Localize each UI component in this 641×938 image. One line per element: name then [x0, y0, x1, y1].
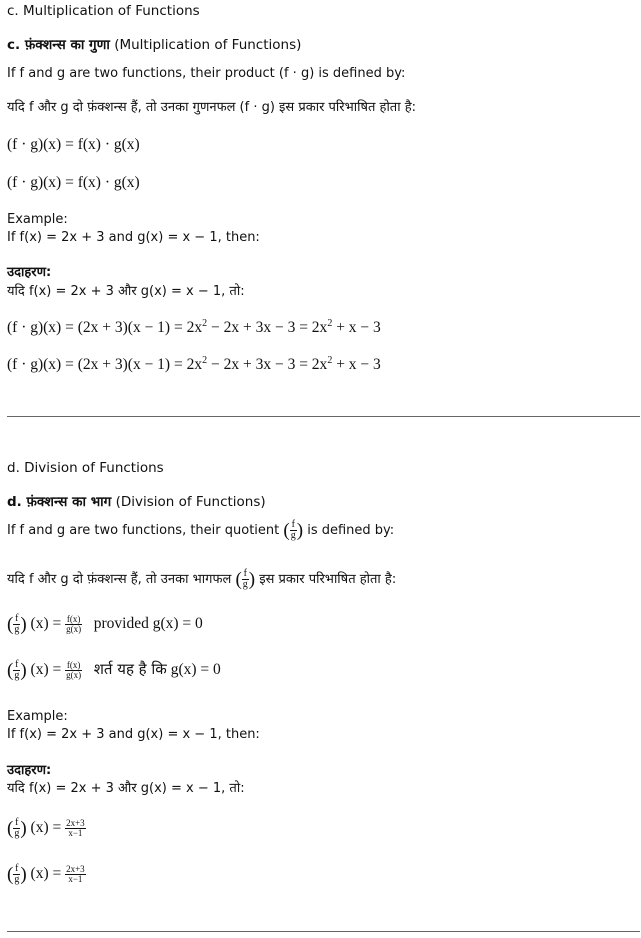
definition-hindi [7, 569, 396, 590]
fraction-fx-over-gx [65, 661, 82, 680]
udaharan-text: यदि f(x) = 2x + 3 और g(x) = x − 1, तो: [7, 781, 245, 796]
paren: ( [7, 614, 14, 635]
sup: 2 [327, 354, 333, 366]
shart-text: शर्त यह है कि [93, 660, 167, 679]
paren: ) [20, 818, 27, 839]
product-result [7, 319, 381, 336]
denominator: g [14, 624, 20, 635]
hindi-heading-text: d. फ़ंक्शन्स का भाग [7, 494, 112, 510]
numerator: f [15, 659, 19, 670]
fraction-f-over-g [290, 520, 297, 541]
denominator: x−1 [68, 874, 83, 884]
definition-hindi-b: इस प्रकार परिभाषित होता है: [259, 572, 397, 587]
definition-english: If f and g are two functions, their product (f · g) is defined by: [7, 66, 406, 81]
paren: ) [248, 569, 256, 590]
numerator: f [15, 613, 19, 624]
hindi-heading-division [7, 494, 266, 511]
example-label: Example: [7, 212, 68, 227]
product-result-hindi [7, 356, 381, 373]
numerator: 2x+3 [66, 864, 85, 874]
numerator: f(x) [66, 660, 81, 670]
paren: ( [283, 520, 290, 541]
definition-hindi-a: यदि f और g दो फ़ंक्शन्स हैं, तो उनका भागफल [7, 572, 232, 587]
hindi-heading-multiplication [7, 37, 301, 54]
x-equals: (x) = [30, 661, 62, 679]
product-result-b: − 2x + 3x − 3 = 2x [207, 356, 328, 373]
product-result-c: + x − 3 [332, 319, 381, 336]
paren: ) [20, 864, 27, 885]
example-text: If f(x) = 2x + 3 and g(x) = x − 1, then: [7, 230, 260, 245]
definition-english-b: is defined by: [307, 523, 395, 538]
sup: 2 [202, 317, 208, 329]
section-divider [7, 416, 640, 417]
product-result-a: (f · g)(x) = (2x + 3)(x − 1) = 2x [7, 356, 203, 373]
paren: ) [296, 520, 304, 541]
numerator: 2x+3 [66, 818, 85, 828]
definition-english [7, 520, 394, 541]
denominator: g [14, 874, 20, 885]
denominator: g(x) [66, 624, 82, 634]
fraction-result [65, 865, 86, 884]
section-heading-multiplication: c. Multiplication of Functions [7, 3, 200, 19]
numerator: f(x) [66, 614, 81, 624]
x-equals: (x) = [30, 615, 62, 633]
provided-text: provided g(x) = 0 [93, 615, 203, 633]
fraction-f-over-g [242, 569, 249, 590]
example-text: If f(x) = 2x + 3 and g(x) = x − 1, then: [7, 727, 260, 742]
paren: ( [7, 864, 14, 885]
paren: ( [7, 660, 14, 681]
numerator: f [15, 863, 19, 874]
paren: ( [7, 818, 14, 839]
product-result-c: + x − 3 [332, 356, 381, 373]
english-heading-text: (Division of Functions) [115, 494, 266, 510]
udaharan-label: उदाहरण: [7, 763, 52, 778]
udaharan-text: यदि f(x) = 2x + 3 और g(x) = x − 1, तो: [7, 284, 245, 299]
hindi-heading-text: c. फ़ंक्शन्स का गुणा [7, 37, 110, 53]
product-result-a: (f · g)(x) = (2x + 3)(x − 1) = 2x [7, 319, 203, 336]
x-equals: (x) = [30, 865, 62, 883]
section-heading-division: d. Division of Functions [7, 460, 164, 476]
denominator: g [14, 828, 20, 839]
numerator: f [15, 817, 19, 828]
paren: ( [235, 569, 242, 590]
definition-english-a: If f and g are two functions, their quotient [7, 523, 280, 538]
udaharan-label: उदाहरण: [7, 265, 52, 280]
product-result-b: − 2x + 3x − 3 = 2x [207, 319, 328, 336]
denominator: g [290, 530, 296, 541]
denominator: g [14, 670, 20, 681]
fraction-result [65, 819, 86, 838]
numerator: f [243, 568, 247, 579]
sup: 2 [327, 317, 333, 329]
section-divider [7, 931, 640, 932]
shart-condition: g(x) = 0 [170, 661, 221, 679]
denominator: g [242, 579, 248, 590]
quotient-result-hindi [7, 864, 86, 885]
paren: ) [20, 660, 27, 681]
formula-product: (f · g)(x) = f(x) · g(x) [7, 136, 140, 153]
definition-hindi: यदि f और g दो फ़ंक्शन्स हैं, तो उनका गुणनफल (f · g) इस प्रकार परिभाषित होता है: [7, 100, 416, 115]
formula-quotient [7, 614, 203, 635]
x-equals: (x) = [30, 819, 62, 837]
numerator: f [291, 519, 295, 530]
english-heading-text: (Multiplication of Functions) [114, 37, 302, 53]
formula-product-hindi: (f · g)(x) = f(x) · g(x) [7, 174, 140, 191]
fraction-fx-over-gx [65, 615, 82, 634]
formula-quotient-hindi [7, 660, 221, 681]
example-label: Example: [7, 709, 68, 724]
paren: ) [20, 614, 27, 635]
sup: 2 [202, 354, 208, 366]
denominator: g(x) [66, 670, 82, 680]
quotient-result [7, 818, 86, 839]
denominator: x−1 [68, 828, 83, 838]
